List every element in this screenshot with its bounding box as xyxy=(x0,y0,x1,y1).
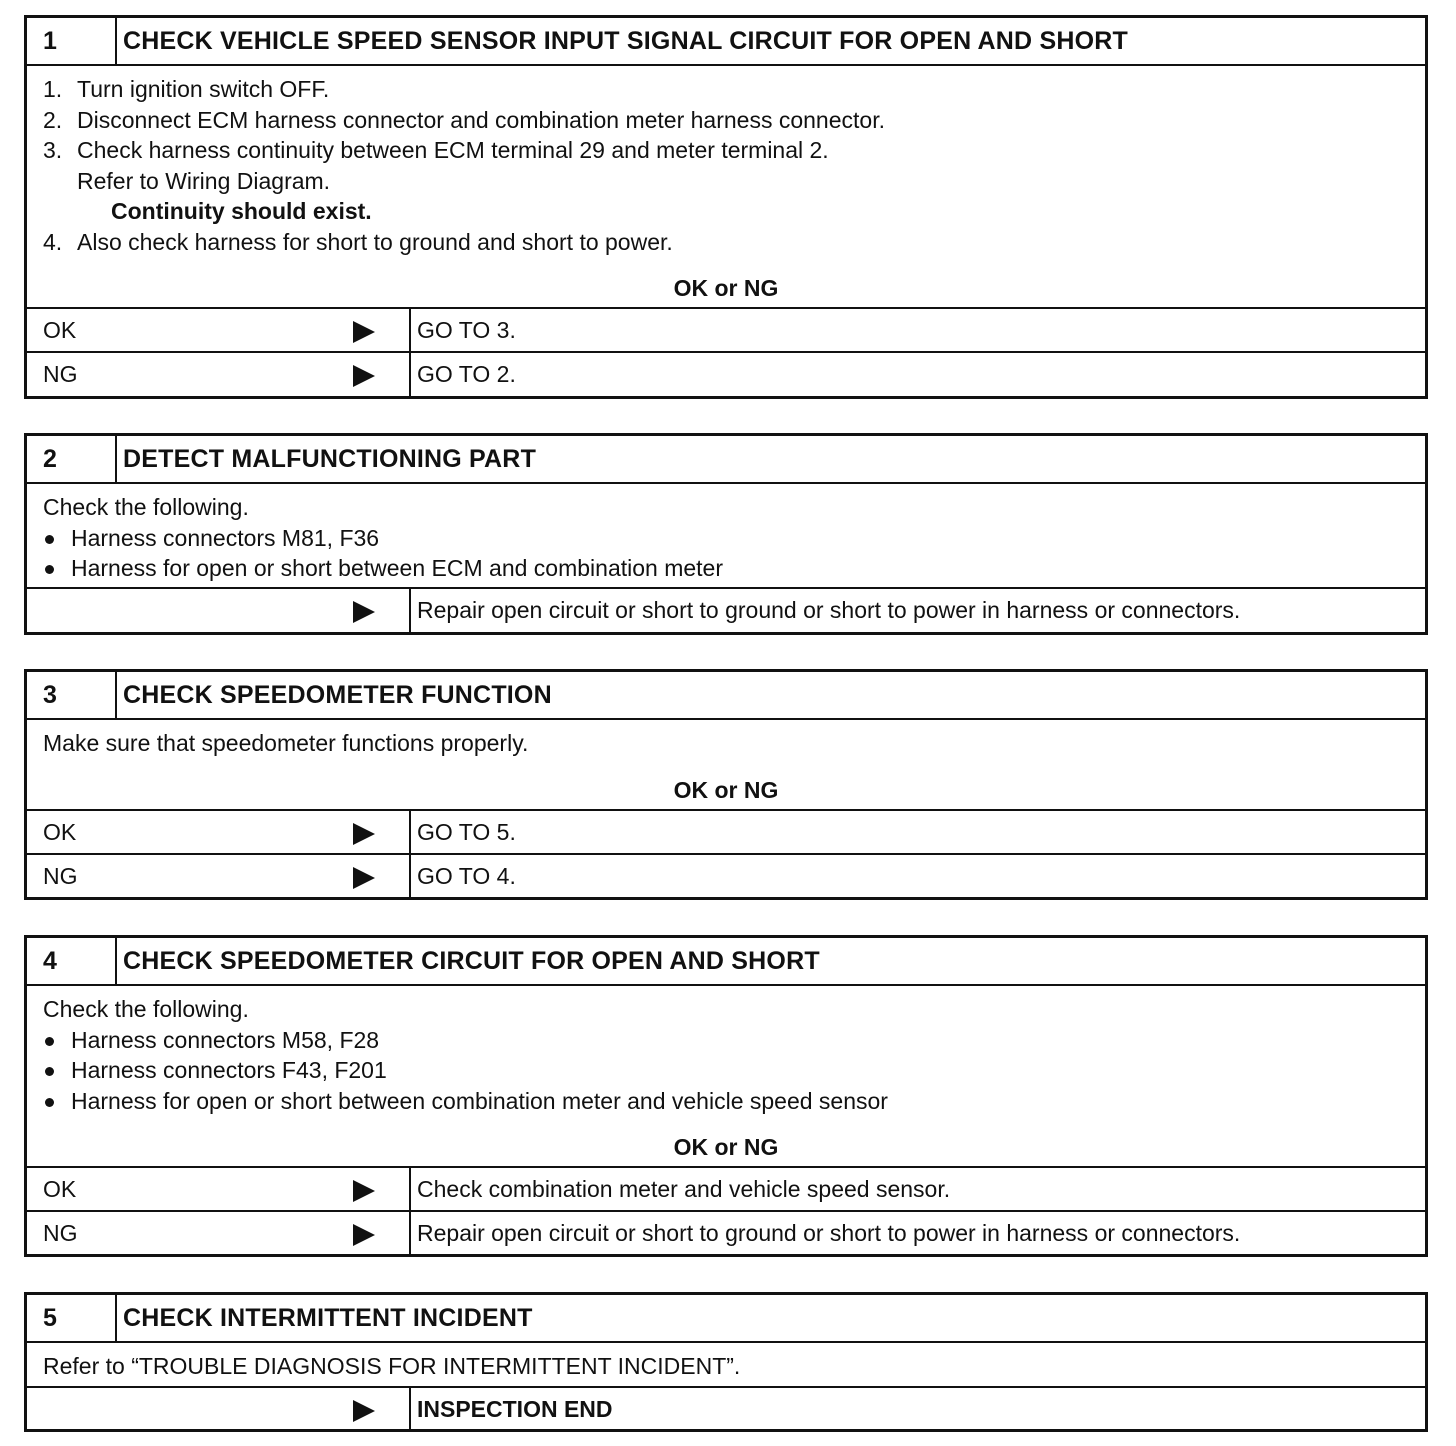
step-body xyxy=(27,720,1425,811)
bullet-icon xyxy=(45,1037,54,1046)
step-intro: Check the following. xyxy=(43,494,249,520)
result-action: GO TO 4. xyxy=(417,863,516,889)
result-row xyxy=(27,353,1425,397)
step-body xyxy=(27,986,1425,1168)
ok-or-ng-label: OK or NG xyxy=(673,275,779,301)
item-number: 2. xyxy=(43,106,63,133)
step-title: CHECK VEHICLE SPEED SENSOR INPUT SIGNAL CIRCUIT FOR OPEN AND SHORT xyxy=(123,27,1128,55)
arrow-right-icon xyxy=(353,867,375,889)
result-label-cell xyxy=(27,589,411,633)
arrow-right-icon xyxy=(353,1180,375,1202)
step-title: CHECK SPEEDOMETER CIRCUIT FOR OPEN AND SHORT xyxy=(123,947,820,975)
bullet-text: Harness connectors M58, F28 xyxy=(71,1026,380,1053)
result-action: Repair open circuit or short to ground or short to power in harness or connectors. xyxy=(417,1220,1241,1246)
step-body xyxy=(27,1343,1425,1388)
item-emphasis: Continuity should exist. xyxy=(111,198,372,224)
numbered-item xyxy=(43,227,1425,258)
result-label-cell xyxy=(27,309,411,351)
step-title: CHECK INTERMITTENT INCIDENT xyxy=(123,1304,533,1332)
result-label: OK xyxy=(43,819,77,845)
ok-or-ng-label: OK or NG xyxy=(673,1134,779,1160)
result-row xyxy=(27,309,1425,353)
item-number: 3. xyxy=(43,137,63,163)
step-number: 4 xyxy=(27,938,117,984)
result-label-cell xyxy=(27,811,411,853)
step-header xyxy=(27,1295,1425,1343)
step-body xyxy=(27,484,1425,589)
step-4 xyxy=(24,935,1428,1257)
step-header xyxy=(27,18,1425,66)
result-action: Check combination meter and vehicle speed sensor. xyxy=(417,1176,951,1202)
result-label: NG xyxy=(43,1220,78,1246)
step-number: 3 xyxy=(27,672,117,718)
result-label-cell xyxy=(27,1388,411,1432)
item-text: Disconnect ECM harness connector and combination meter harness connector. xyxy=(77,106,885,133)
result-label-cell xyxy=(27,1168,411,1210)
bullet-item xyxy=(43,1055,1425,1086)
bullet-text: Harness connectors M81, F36 xyxy=(71,524,380,551)
step-intro: Make sure that speedometer functions properly. xyxy=(43,730,529,756)
result-row xyxy=(27,589,1425,633)
result-action: GO TO 3. xyxy=(417,317,516,343)
numbered-item xyxy=(43,74,1425,105)
step-1 xyxy=(24,15,1428,399)
result-action: GO TO 5. xyxy=(417,819,516,845)
bullet-icon xyxy=(45,1098,54,1107)
step-3 xyxy=(24,669,1428,900)
result-action: INSPECTION END xyxy=(417,1396,613,1422)
result-label: NG xyxy=(43,361,78,387)
result-label: NG xyxy=(43,863,78,889)
step-5 xyxy=(24,1292,1428,1432)
arrow-right-icon xyxy=(353,1224,375,1246)
result-row xyxy=(27,855,1425,899)
bullet-text: Harness for open or short between combination meter and vehicle speed sensor xyxy=(71,1087,888,1114)
bullet-item xyxy=(43,553,1425,584)
step-header xyxy=(27,436,1425,484)
result-label: OK xyxy=(43,1176,77,1202)
step-header xyxy=(27,672,1425,720)
result-label: OK xyxy=(43,317,77,343)
step-number: 5 xyxy=(27,1295,117,1341)
result-action: Repair open circuit or short to ground or short to power in harness or connectors. xyxy=(417,597,1241,623)
arrow-right-icon xyxy=(353,321,375,343)
numbered-item xyxy=(43,105,1425,136)
arrow-right-icon xyxy=(353,823,375,845)
item-text: Turn ignition switch OFF. xyxy=(77,76,330,102)
bullet-item xyxy=(43,523,1425,554)
numbered-item xyxy=(43,135,1425,166)
item-continuation: Refer to Wiring Diagram. xyxy=(77,167,331,194)
result-row xyxy=(27,1212,1425,1256)
result-row xyxy=(27,1388,1425,1432)
item-number: 4. xyxy=(43,228,63,255)
step-title: DETECT MALFUNCTIONING PART xyxy=(123,445,537,473)
result-row xyxy=(27,811,1425,855)
bullet-icon xyxy=(45,565,54,574)
step-number: 2 xyxy=(27,436,117,482)
ok-or-ng-label: OK or NG xyxy=(673,776,779,803)
bullet-icon xyxy=(45,535,54,544)
step-header xyxy=(27,938,1425,986)
result-action: GO TO 2. xyxy=(417,361,516,387)
result-label-cell xyxy=(27,1212,411,1256)
bullet-icon xyxy=(45,1067,54,1076)
step-body xyxy=(27,66,1425,309)
arrow-right-icon xyxy=(353,601,375,623)
bullet-item xyxy=(43,1025,1425,1056)
item-number: 1. xyxy=(43,76,63,102)
bullet-item xyxy=(43,1086,1425,1117)
arrow-right-icon xyxy=(353,1400,375,1422)
step-number: 1 xyxy=(27,18,117,64)
arrow-right-icon xyxy=(353,365,375,387)
step-2 xyxy=(24,433,1428,635)
bullet-text: Harness connectors F43, F201 xyxy=(71,1057,387,1083)
step-title: CHECK SPEEDOMETER FUNCTION xyxy=(123,681,552,709)
bullet-text: Harness for open or short between ECM and combination meter xyxy=(71,555,723,581)
item-text: Also check harness for short to ground and short to power. xyxy=(77,228,673,255)
result-row xyxy=(27,1168,1425,1212)
result-label-cell xyxy=(27,353,411,397)
result-label-cell xyxy=(27,855,411,899)
step-intro: Refer to “TROUBLE DIAGNOSIS FOR INTERMITTENT INCIDENT”. xyxy=(43,1353,741,1379)
step-intro: Check the following. xyxy=(43,996,249,1022)
item-text: Check harness continuity between ECM terminal 29 and meter terminal 2. xyxy=(77,137,829,163)
